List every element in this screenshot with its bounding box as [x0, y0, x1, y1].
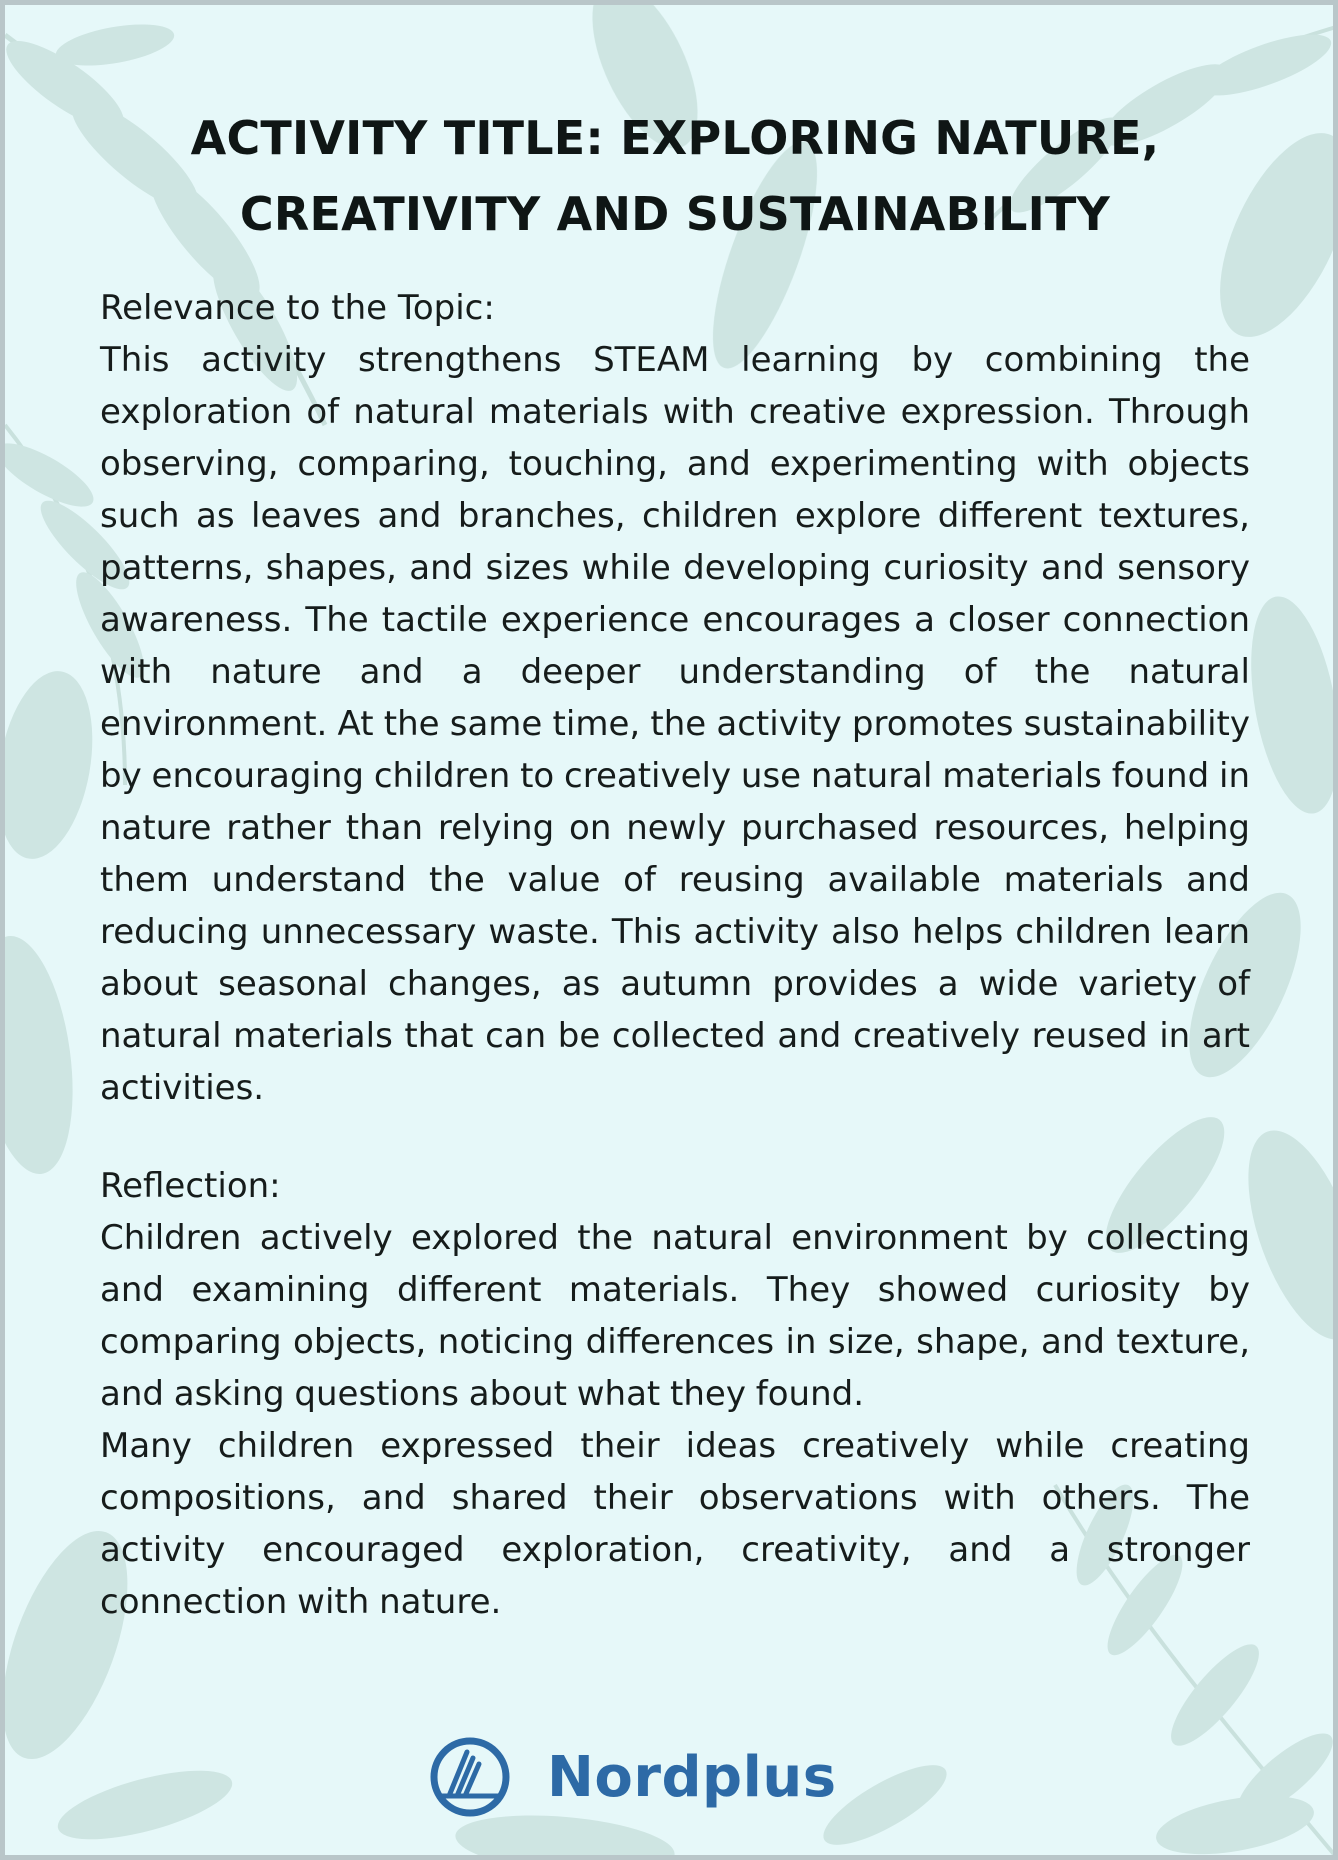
nordplus-logo-icon: [427, 1734, 513, 1820]
reflection-paragraph-1: Children actively explored the natural environment by collecting and examining different materials. They showed curiosity by comparing objects, noticing differences in size, shape, and texture, and asking questions about what they found.: [100, 1218, 1250, 1414]
nordplus-logo-text: Nordplus: [547, 1744, 837, 1810]
nordplus-logo: [427, 1727, 837, 1827]
document-title: ACTIVITY TITLE: EXPLORING NATURE, CREATIVITY AND SUSTAINABILITY: [190, 111, 1160, 241]
relevance-paragraph: This activity strengthens STEAM learning by combining the exploration of natural materials with creative expression. Through observing, comparing, touching, and experimenting with objects such as leaves and branches, children explore different textures, patterns, shapes, and sizes while developing curiosity and sensory awareness. The tactile experience encourages a closer connection with nature and a deeper understanding of the natural environment. At the same time, the activity promotes sustainability by encouraging children to creatively use natural materials found in nature rather than relying on newly purchased resources, helping them understand the value of reusing available materials and reducing unnecessary waste. This activity also helps children learn about seasonal changes, as autumn provides a wide variety of natural materials that can be collected and creatively reused in art activities.: [100, 340, 1250, 1108]
relevance-section: [100, 282, 1250, 1114]
reflection-label: Reflection:: [100, 1166, 281, 1206]
document-content: [100, 100, 1250, 1628]
relevance-label: Relevance to the Topic:: [100, 288, 495, 328]
reflection-section: [100, 1160, 1250, 1628]
reflection-paragraph-2: Many children expressed their ideas creatively while creating compositions, and shared their observations with others. The activity encouraged exploration, creativity, and a stronger connection with nature.: [100, 1426, 1250, 1622]
